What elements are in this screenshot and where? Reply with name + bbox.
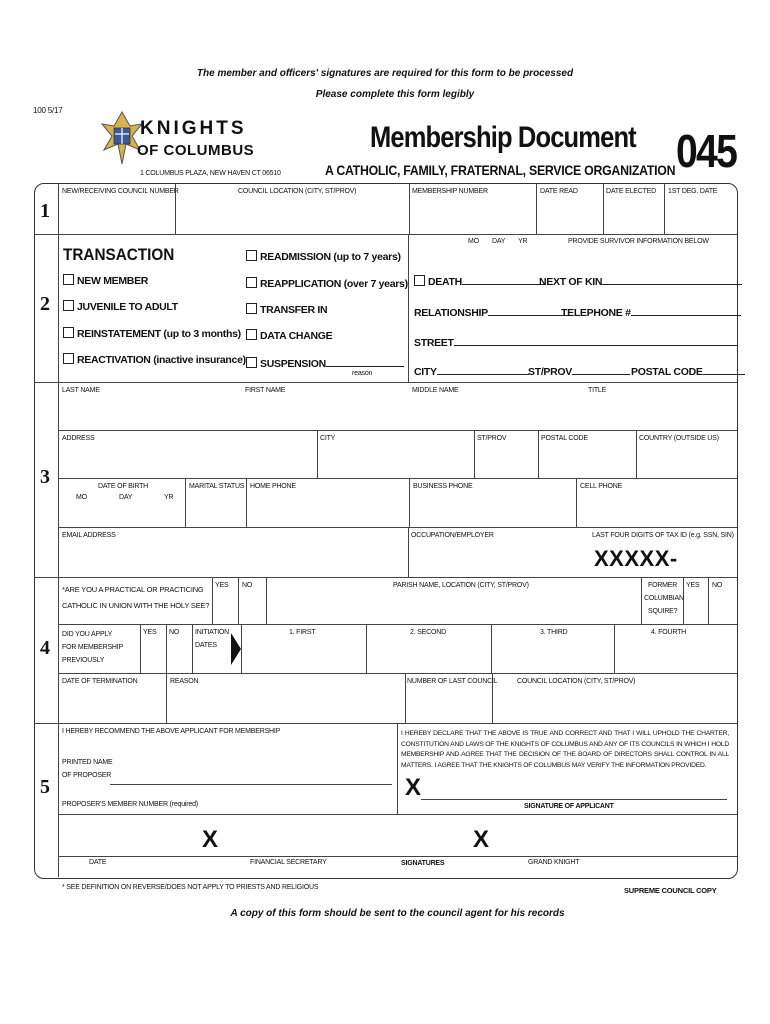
third-degree-date-field[interactable]: 3. THIRD [540,629,568,636]
date-field[interactable]: DATE [89,859,107,866]
reactivation-checkbox[interactable]: REACTIVATION (inactive insurance) [63,353,246,366]
printed-name-label-1: PRINTED NAME [62,759,113,766]
survivor-info-note: PROVIDE SURVIVOR INFORMATION BELOW [568,238,709,245]
supreme-council-copy-label: SUPREME COUNCIL COPY [624,886,717,895]
knights-emblem-icon [100,110,144,171]
juvenile-to-adult-checkbox[interactable]: JUVENILE TO ADULT [63,300,178,313]
survivor-postal-code-field[interactable]: POSTAL CODE [631,363,745,378]
relationship-field[interactable]: RELATIONSHIP [414,304,568,319]
date-elected-field[interactable]: DATE ELECTED [606,188,656,195]
declaration-statement: I HEREBY DECLARE THAT THE ABOVE IS TRUE AND CORRECT AND THAT I WILL UPHOLD THE CHARTER, CONSTITUTION AND LAWS OF THE KNIGHTS OF COLUMBUS AND ANY OF ITS COUNCILS IN WHICH I HOLD MEMBERSHIP AND AGREE THAT THE DECISION OF THE BOARD OF DIRECTORS SHALL CONTROL IN ALL MATTERS. I AGREE THAT THE KNIGHTS OF COLUMBUS MAY VERIFY THE INFORMATION PROVIDED. [401,730,729,769]
death-checkbox[interactable]: DEATH [414,273,544,288]
membership-number-field[interactable]: MEMBERSHIP NUMBER [412,188,488,195]
document-number: 045 [676,125,737,177]
document-title: Membership Document [370,121,636,154]
cell-phone-field[interactable]: CELL PHONE [580,483,623,490]
email-field[interactable]: EMAIL ADDRESS [62,532,116,539]
reinstatement-checkbox[interactable]: REINSTATEMENT (up to 3 months) [63,327,241,340]
catholic-question-line1: *ARE YOU A PRACTICAL OR PRACTICING [62,585,204,594]
org-name-line1: KNIGHTS [140,118,247,139]
last-council-number-field[interactable]: NUMBER OF LAST COUNCIL [407,678,498,685]
financial-secretary-label: FINANCIAL SECRETARY [250,859,327,866]
proposer-member-number-field[interactable]: PROPOSER'S MEMBER NUMBER (required) [62,801,198,808]
first-name-field[interactable]: FIRST NAME [245,387,286,394]
catholic-no-option[interactable]: NO [242,582,253,589]
squire-no-option[interactable]: NO [712,582,723,589]
country-field[interactable]: COUNTRY (OUTSIDE US) [639,435,719,442]
parish-field[interactable]: PARISH NAME, LOCATION (CITY, ST/PROV) [393,582,529,589]
applied-previously-line2: FOR MEMBERSHIP [62,644,123,651]
applied-previously-line3: PREVIOUSLY [62,657,105,664]
catholic-question-line2: CATHOLIC IN UNION WITH THE HOLY SEE? [62,601,210,610]
financial-secretary-signature-x[interactable]: X [202,826,219,853]
readmission-checkbox[interactable]: READMISSION (up to 7 years) [246,250,401,263]
next-of-kin-field[interactable]: NEXT OF KIN [539,273,742,288]
business-phone-field[interactable]: BUSINESS PHONE [413,483,473,490]
death-day-label: DAY [492,238,506,245]
tax-id-field[interactable]: XXXXX- [594,546,678,571]
council-location-field[interactable]: COUNCIL LOCATION (CITY, ST/PROV) [238,188,357,195]
document-subtitle: A CATHOLIC, FAMILY, FRATERNAL, SERVICE ORGANIZATION [325,162,676,178]
termination-date-field[interactable]: DATE OF TERMINATION [62,678,138,685]
suspension-reason-label: reason [352,370,373,377]
reapplication-checkbox[interactable]: REAPPLICATION (over 7 years) [246,277,408,290]
former-squire-label-2: COLUMBIAN [644,595,684,602]
signatures-label: SIGNATURES [401,860,445,867]
initiation-dates-label-2: DATES [195,642,217,649]
transfer-in-checkbox[interactable]: TRANSFER IN [246,303,327,316]
signature-of-applicant-label: SIGNATURE OF APPLICANT [524,803,614,810]
squire-yes-option[interactable]: YES [686,582,700,589]
section-2-number: 2 [40,293,50,315]
dob-day-field[interactable]: DAY [119,494,133,501]
council-number-field[interactable]: NEW/RECEIVING COUNCIL NUMBER [62,188,179,195]
data-change-checkbox[interactable]: DATA CHANGE [246,329,332,342]
survivor-st-prov-field[interactable]: ST/PROV [528,363,630,378]
address-field[interactable]: ADDRESS [62,435,95,442]
survivor-city-field[interactable]: CITY [414,363,529,378]
termination-reason-field[interactable]: REASON [170,678,199,685]
first-degree-date-field[interactable]: 1. FIRST [289,629,316,636]
death-month-label: MO [468,238,479,245]
home-phone-field[interactable]: HOME PHONE [250,483,296,490]
city-field[interactable]: CITY [320,435,336,442]
org-address: 1 COLUMBUS PLAZA, NEW HAVEN CT 06510 [140,170,281,177]
suspension-checkbox[interactable]: SUSPENSION [246,355,404,370]
form-code: 100 5/17 [33,106,63,115]
former-squire-label-3: SQUIRE? [648,608,678,615]
applied-no-option[interactable]: NO [169,629,180,636]
first-degree-date-field[interactable]: 1ST DEG. DATE [668,188,718,195]
section-3-number: 3 [40,466,50,488]
marital-status-field[interactable]: MARITAL STATUS [189,483,245,490]
death-year-label: YR [518,238,528,245]
applicant-signature-x: X [405,774,422,801]
second-degree-date-field[interactable]: 2. SECOND [410,629,446,636]
last-council-location-field[interactable]: COUNCIL LOCATION (CITY, ST/PROV) [517,678,636,685]
postal-code-field[interactable]: POSTAL CODE [541,435,588,442]
required-signatures-note: The member and officers' signatures are required for this form to be processed [196,68,574,79]
street-field[interactable]: STREET [414,334,738,349]
former-squire-label-1: FORMER [648,582,678,589]
title-field[interactable]: TITLE [588,387,607,394]
section-1-number: 1 [40,200,50,222]
section-4-number: 4 [40,637,50,659]
fourth-degree-date-field[interactable]: 4. FOURTH [651,629,687,636]
middle-name-field[interactable]: MIDDLE NAME [412,387,459,394]
occupation-field[interactable]: OCCUPATION/EMPLOYER [411,532,494,539]
applicant-signature-line[interactable] [421,799,727,800]
transaction-heading: TRANSACTION [63,245,175,264]
recommend-statement: I HEREBY RECOMMEND THE ABOVE APPLICANT FOR MEMBERSHIP [62,728,281,735]
printed-name-label-2: OF PROPOSER [62,772,112,779]
date-of-birth-label: DATE OF BIRTH [98,483,149,490]
applied-yes-option[interactable]: YES [143,629,157,636]
new-member-checkbox[interactable]: NEW MEMBER [63,274,148,287]
catholic-yes-option[interactable]: YES [215,582,229,589]
arrow-right-icon [231,633,241,670]
telephone-field[interactable]: TELEPHONE # [561,304,741,319]
grand-knight-label: GRAND KNIGHT [528,859,580,866]
org-name-line2: OF COLUMBUS [137,142,255,159]
definition-footnote: * SEE DEFINITION ON REVERSE/DOES NOT APPLY TO PRIESTS AND RELIGIOUS [62,884,319,891]
section-5-number: 5 [40,776,50,798]
tax-id-label: LAST FOUR DIGITS OF TAX ID (e.g. SSN, SIN) [592,532,734,539]
dob-month-field[interactable]: MO [76,494,87,501]
last-name-field[interactable]: LAST NAME [62,387,100,394]
council-agent-note: A copy of this form should be sent to the council agent for his records [230,908,565,919]
st-prov-field[interactable]: ST/PROV [477,435,507,442]
initiation-dates-label-1: INITIATION [195,629,230,636]
date-read-field[interactable]: DATE READ [540,188,578,195]
printed-name-proposer-field[interactable] [110,784,392,785]
applied-previously-line1: DID YOU APPLY [62,631,113,638]
legibility-note: Please complete this form legibly [315,89,475,100]
dob-year-field[interactable]: YR [164,494,174,501]
grand-knight-signature-x[interactable]: X [473,826,490,853]
